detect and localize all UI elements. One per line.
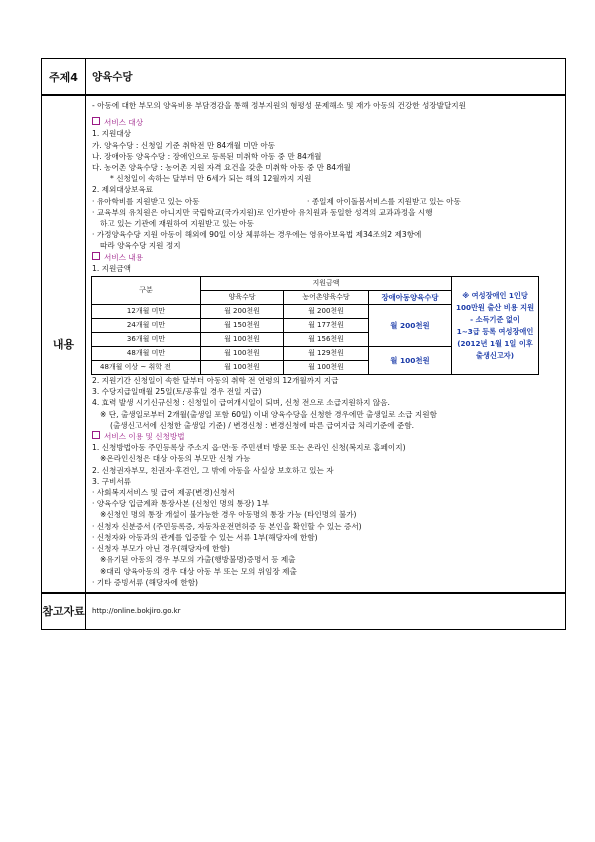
note-line: ※ 여성장애인 1인당: [462, 290, 528, 300]
table-cell: 월 100천원: [201, 333, 284, 347]
checkbox-square-icon: [92, 252, 100, 260]
grant-amount-table: [91, 276, 539, 375]
table-cell: 월 129천원: [284, 347, 369, 361]
table-row-age: 24개월 미만: [92, 319, 201, 333]
text-line: 3. 수당지급일매월 25일(토/공휴일 경우 전일 지급): [92, 387, 262, 397]
table-cell: 월 100천원: [201, 347, 284, 361]
grant-col-top: 지원금액: [201, 277, 452, 291]
content-label: 내용: [42, 95, 86, 593]
text-line: (출생신고서에 신청한 출생일 기준) / 변경신청 : 변경신청에 따른 급여지급 처리기준에 준함.: [110, 420, 415, 430]
grant-col-b: 농어촌양육수당: [284, 291, 369, 305]
table-cell: 월 100천원: [201, 361, 284, 375]
text-line: 가. 양육수당 : 신청일 기준 취학전 만 84개월 미만 아동: [92, 140, 276, 150]
text-line: · 신청자 부모가 아닌 경우(해당자에 한함): [92, 544, 230, 554]
text-line: 2. 지원기간 신청일이 속한 달부터 아동의 취학 전 연령의 12개월까지 지급: [92, 376, 339, 386]
section-service-target: [92, 117, 560, 128]
text-line: 1. 지원대상: [92, 129, 132, 139]
table-row-age: 48개월 이상 ~ 취학 전: [92, 361, 201, 375]
table-cell: 월 156천원: [284, 333, 369, 347]
reference-label: 참고자료: [42, 593, 86, 630]
section-heading: 서비스 이용 및 신청방법: [104, 432, 185, 442]
info-sheet-table: [41, 58, 566, 630]
grant-disabled-bottom: 월 100천원: [369, 347, 452, 375]
text-line: 1. 신청방법아동 주민등록상 주소지 읍·면·동 주민센터 방문 또는 온라인 신청(복지로 홈페이지): [92, 443, 406, 453]
table-row-age: 48개월 미만: [92, 347, 201, 361]
text-line: 2. 제외대상보육료: [92, 185, 154, 195]
topic-title: 양육수당: [86, 59, 566, 96]
note-line: 100만원 출산 비용 지원: [455, 302, 535, 312]
table-cell: 월 200천원: [201, 305, 284, 319]
intro-text: - 아동에 대한 부모의 양육비용 부담경감을 통해 정부지원의 형평성 문제해소 및 재가 아동의 건강한 성장발달지원: [92, 101, 466, 110]
checkbox-square-icon: [92, 117, 100, 125]
table-row-age: 36개월 미만: [92, 333, 201, 347]
text-line: 4. 효력 발생 시기신규신청 : 신청일이 급여개시일이 되며, 신청 전으로 소급지원하지 않음.: [92, 398, 390, 408]
grant-col-a: 양육수당: [201, 291, 284, 305]
text-line: · 기타 증빙서류 (해당자에 한함): [92, 577, 199, 587]
note-line: 출생신고자): [475, 350, 514, 360]
text-line: * 신청일이 속하는 달부터 만 6세가 되는 해의 12월까지 지원: [110, 174, 312, 184]
grant-col-c: 장애아동양육수당: [369, 291, 452, 305]
topic-label: 주제4: [42, 59, 86, 96]
section-heading: 서비스 대상: [104, 118, 144, 128]
table-cell: 월 150천원: [201, 319, 284, 333]
note-line: 1~3급 등록 여성장애인: [456, 326, 534, 336]
grant-col-group: 구분: [92, 277, 201, 305]
table-cell: 월 100천원: [284, 361, 369, 375]
text-line: · 신청자와 아동과의 관계를 입증할 수 있는 서류 1부(해당자에 한함): [92, 532, 318, 542]
text-line: · 사회복지서비스 및 급여 제공(변경)신청서: [92, 488, 235, 498]
text-line: [92, 196, 560, 207]
section-apply-method: [92, 431, 560, 442]
reference-link[interactable]: http://online.bokjiro.go.kr: [86, 593, 566, 630]
text-line: ※온라인신청은 대상 아동의 부모만 신청 가능: [100, 454, 251, 464]
text-line: 나. 장애아동 양육수당 : 장애인으로 등록된 미취학 아동 중 만 84개월: [92, 151, 322, 161]
table-cell: 월 177천원: [284, 319, 369, 333]
text-fragment: · 종일제 아이돌봄서비스를 지원받고 있는 아동: [307, 196, 461, 206]
note-line: - 소득기준 없이: [470, 314, 520, 324]
text-line: ※신청인 명의 통장 개설이 불가능한 경우 아동명의 통장 가능 (타인명의 불가): [100, 510, 357, 520]
text-line: 2. 신청권자부모, 친권자·후견인, 그 밖에 아동을 사실상 보호하고 있는 자: [92, 465, 334, 475]
table-row-age: 12개월 미만: [92, 305, 201, 319]
section-heading: 서비스 내용: [104, 252, 144, 262]
table-cell: 월 200천원: [284, 305, 369, 319]
section-service-content: [92, 252, 560, 263]
grant-disabled-top: 월 200천원: [369, 305, 452, 347]
grant-note: [452, 277, 539, 375]
text-line: · 가정양육수당 지원 아동이 해외에 90일 이상 체류하는 경우에는 영유아보육법 제34조의2 제3항에: [92, 230, 422, 240]
text-line: 하고 있는 기관에 재원하여 지원받고 있는 아동: [100, 219, 254, 229]
text-fragment: · 유아학비를 지원받고 있는 아동: [92, 196, 200, 206]
text-line: 3. 구비서류: [92, 476, 132, 486]
text-line: · 양육수당 입금계좌 통장사본 (신청인 명의 통장) 1부: [92, 499, 269, 509]
text-line: ※대리 양육아동의 경우 대상 아동 부 또는 모의 위임장 제출: [100, 566, 297, 576]
text-line: · 교육부의 유치원은 아니지만 국립학교(국가지원)로 인가받아 유치원과 동일한 성격의 교과과정을 시행: [92, 207, 433, 217]
text-line: 1. 지원금액: [92, 263, 132, 273]
content-cell: [86, 95, 566, 593]
note-line: (2012년 1월 1일 이후: [457, 338, 533, 348]
text-line: 따라 양육수당 지원 정지: [100, 241, 181, 251]
text-line: 다. 농어촌 양육수당 : 농어촌 지원 자격 요건을 갖춘 미취학 아동 중 만 84개월: [92, 163, 351, 173]
text-line: · 신청자 신분증서 (주민등록증, 자동차운전면허증 등 본인을 확인할 수 있는 증서): [92, 521, 362, 531]
text-line: ※ 단, 출생일로부터 2개월(출생일 포함 60일) 이내 양육수당을 신청한 경우에만 출생일로 소급 지원함: [100, 409, 437, 419]
checkbox-square-icon: [92, 431, 100, 439]
text-line: ※유기된 아동의 경우 부모의 가출(행방불명)증명서 등 제출: [100, 555, 296, 565]
